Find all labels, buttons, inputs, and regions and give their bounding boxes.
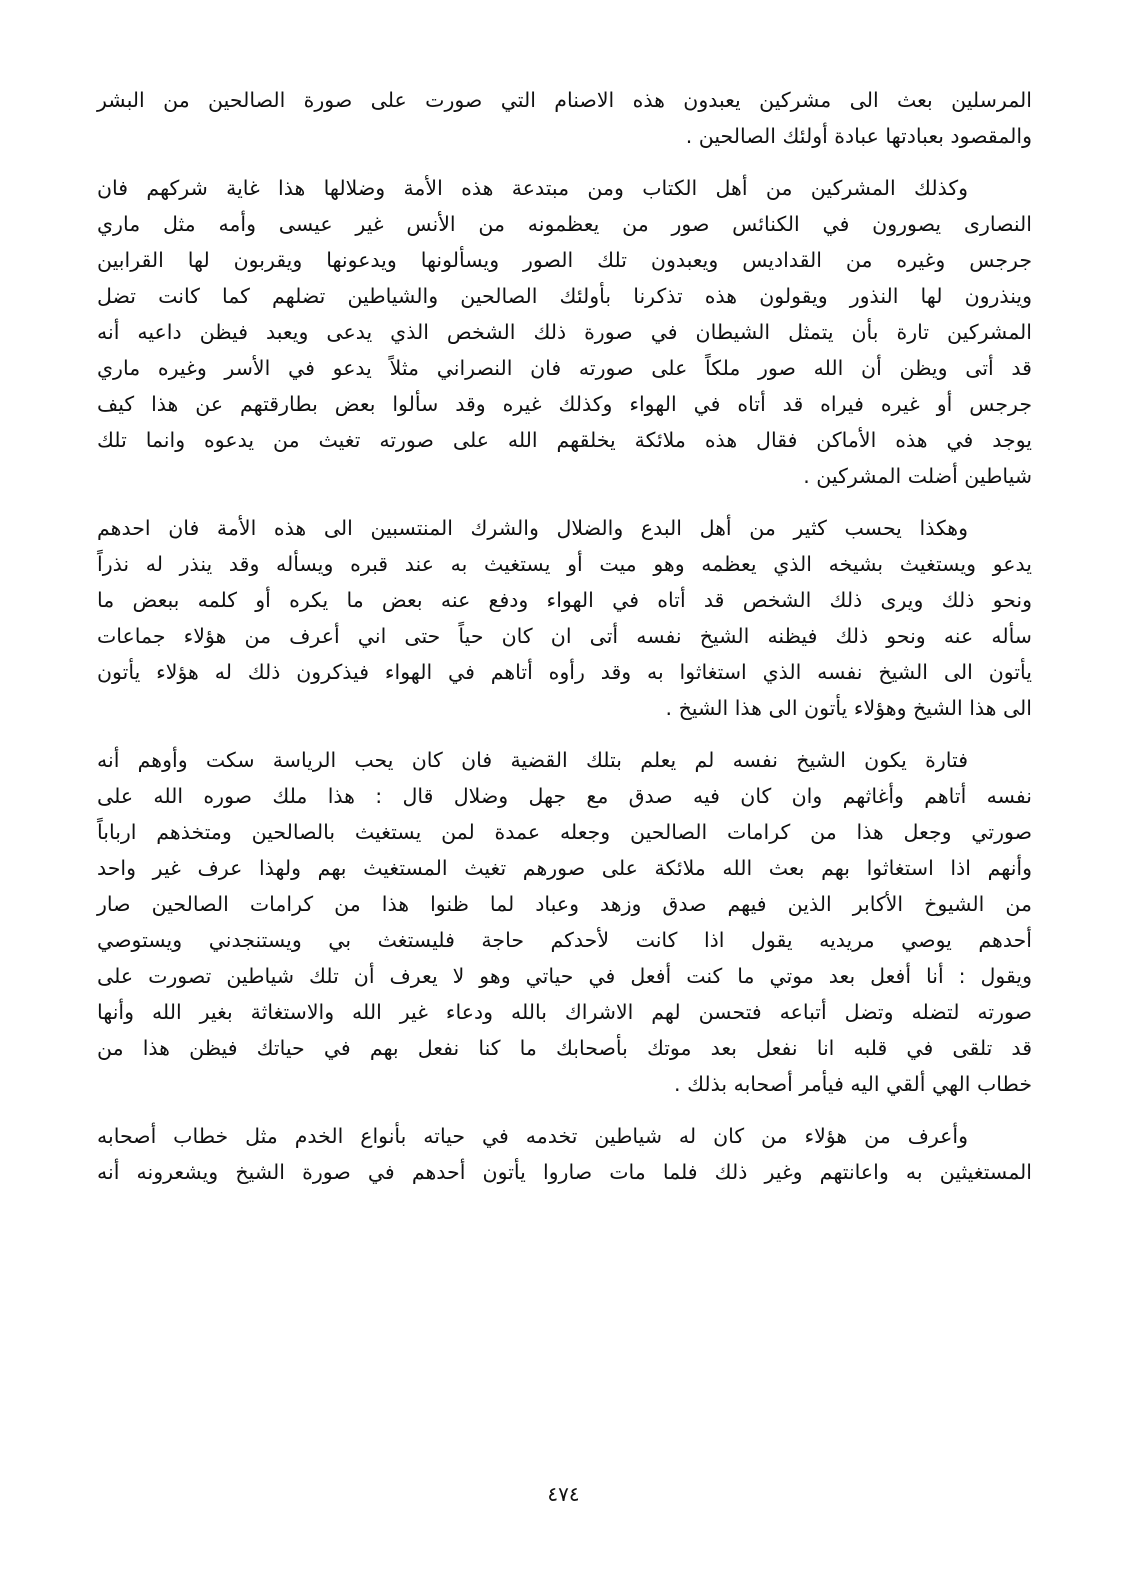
text-line: وأعرف من هؤلاء من كان له شياطين تخدمه في حياته بأنواع الخدم مثل خطاب أصحابه [97, 1124, 968, 1148]
text-line: الى هذا الشيخ وهؤلاء يأتون الى هذا الشيخ . [665, 696, 1032, 720]
text-line: جرجس أو غيره فيراه قد أتاه في الهواء وكذلك غيره وقد سألوا بعض بطارقتهم عن هذا كيف [97, 392, 1032, 416]
text-line: المستغيثين به واعانتهم وغير ذلك فلما مات صاروا يأتون أحدهم في صورة الشيخ ويشعرونه أنه [97, 1160, 1032, 1184]
text-line: يأتون الى الشيخ نفسه الذي استغاثوا به وقد رأوه أتاهم في الهواء فيذكرون ذلك له هؤلاء يأتون [97, 660, 1032, 684]
paragraph [97, 82, 1032, 154]
text-line: من الشيوخ الأكابر الذين فيهم صدق وزهد وعباد لما ظنوا هذا من كرامات الصالحين صار [97, 892, 1032, 916]
text-line: وهكذا يحسب كثير من أهل البدع والضلال والشرك المنتسبين الى هذه الأمة فان احدهم [97, 516, 968, 540]
text-line: ويقول : أنا أفعل بعد موتي ما كنت أفعل في حياتي وهو لا يعرف أن تلك شياطين تصورت على [97, 964, 1032, 988]
text-line: جرجس وغيره من القداديس ويعبدون تلك الصور ويسألونها ويدعونها ويقربون لها القرابين [97, 248, 1032, 272]
text-line: نفسه أتاهم وأغاثهم وان كان فيه صدق مع جهل وضلال قال : هذا ملك صوره الله على [97, 784, 1032, 808]
text-line: يوجد في هذه الأماكن فقال هذه ملائكة يخلقهم الله على صورته تغيث من يدعوه وانما تلك [97, 428, 1032, 452]
paragraph [97, 170, 1032, 494]
page-number: ٤٧٤ [547, 1482, 580, 1506]
text-line: شياطين أضلت المشركين . [803, 464, 1032, 488]
text-line: أحدهم يوصي مريديه يقول اذا كانت لأحدكم حاجة فليستغث بي ويستنجدني ويستوصي [97, 928, 1032, 952]
text-line: النصارى يصورون في الكنائس صور من يعظمونه من الأنس غير عيسى وأمه مثل ماري [97, 212, 1032, 236]
paragraph [97, 510, 1032, 726]
text-line: صورتي وجعل هذا من كرامات الصالحين وجعله عمدة لمن يستغيث بالصالحين ومتخذهم ارباباً [97, 820, 1032, 844]
text-line: وأنهم اذا استغاثوا بهم بعث الله ملائكة على صورهم تغيث المستغيث بهم ولهذا عرف غير واحد [97, 856, 1032, 880]
text-line: سأله عنه ونحو ذلك فيظنه الشيخ نفسه أتى ان كان حياً حتى اني أعرف من هؤلاء جماعات [97, 624, 1032, 648]
document-page [97, 82, 1032, 1206]
text-line: قد أتى ويظن أن الله صور ملكاً على صورته فان النصراني مثلاً يدعو في الأسر وغيره ماري [97, 356, 1032, 380]
text-line: وينذرون لها النذور ويقولون هذه تذكرنا بأولئك الصالحين والشياطين تضلهم كما كانت تضل [97, 284, 1032, 308]
text-line: والمقصود بعبادتها عبادة أولئك الصالحين . [685, 124, 1032, 148]
paragraph [97, 742, 1032, 1102]
text-line: يدعو ويستغيث بشيخه الذي يعظمه وهو ميت أو يستغيث به عند قبره ويسأله وقد ينذر له نذراً [97, 552, 1032, 576]
text-line: وكذلك المشركين من أهل الكتاب ومن مبتدعة هذه الأمة وضلالها هذا غاية شركهم فان [97, 176, 968, 200]
text-line: المرسلين بعث الى مشركين يعبدون هذه الاصنام التي صورت على صورة الصالحين من البشر [97, 88, 1032, 112]
text-line: صورته لتضله وتضل أتباعه فتحسن لهم الاشراك بالله ودعاء غير الله والاستغاثة بغير الله وأنها [97, 1000, 1032, 1024]
paragraph [97, 1118, 1032, 1190]
text-line: قد تلقى في قلبه انا نفعل بعد موتك بأصحابك ما كنا نفعل بهم في حياتك فيظن هذا من [97, 1036, 1032, 1060]
text-line: خطاب الهي ألقي اليه فيأمر أصحابه بذلك . [674, 1072, 1032, 1096]
text-line: ونحو ذلك ويرى ذلك الشخص قد أتاه في الهواء ودفع عنه بعض ما يكره أو كلمه ببعض ما [97, 588, 1032, 612]
text-line: المشركين تارة بأن يتمثل الشيطان في صورة ذلك الشخص الذي يدعى ويعبد فيظن داعيه أنه [97, 320, 1032, 344]
text-line: فتارة يكون الشيخ نفسه لم يعلم بتلك القضية فان كان يحب الرياسة سكت وأوهم أنه [97, 748, 968, 772]
